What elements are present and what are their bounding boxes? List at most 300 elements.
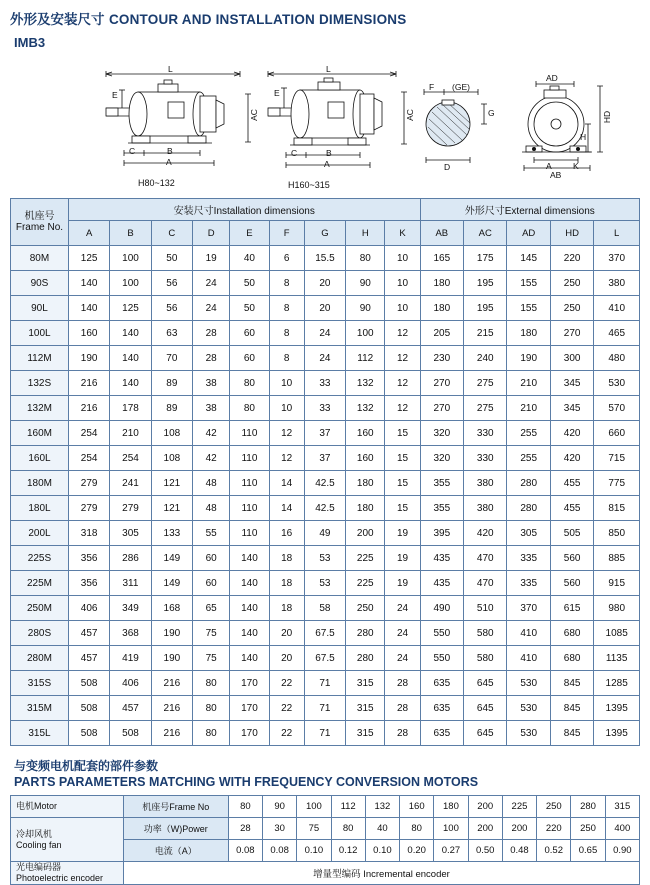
cell-F: 18: [269, 596, 304, 621]
cell-AC: 645: [464, 671, 507, 696]
cell-K: 15: [385, 496, 420, 521]
cell-frame-no: 160M: [11, 421, 69, 446]
cell-D: 75: [193, 646, 230, 671]
cell-L: 465: [594, 321, 640, 346]
label-HD: HD: [602, 110, 613, 124]
cell-F: 18: [269, 546, 304, 571]
cell-current: 0.20: [400, 840, 434, 862]
cell-AB: 490: [420, 596, 463, 621]
table-row: [11, 446, 640, 471]
label-E: E: [274, 88, 280, 98]
cell-AB: 230: [420, 346, 463, 371]
cell-B: 279: [110, 496, 151, 521]
cell-C: 70: [151, 346, 192, 371]
page-header: [0, 0, 650, 29]
cell-frame-no: 315S: [11, 671, 69, 696]
cell-AD: 335: [507, 571, 550, 596]
title-english: CONTOUR AND INSTALLATION DIMENSIONS: [108, 12, 407, 27]
label-B: B: [167, 146, 173, 156]
param-row-frame: [11, 796, 640, 818]
cell-H: 180: [346, 471, 385, 496]
cell-AB: 435: [420, 571, 463, 596]
cell-F: 10: [269, 371, 304, 396]
cell-F: 12: [269, 421, 304, 446]
col-F: F: [269, 221, 304, 246]
cell-HD: 845: [550, 671, 593, 696]
table-row: [11, 721, 640, 746]
table-row: [11, 321, 640, 346]
cell-G: 37: [304, 421, 345, 446]
cell-frame-no: 280M: [11, 646, 69, 671]
cell-B: 140: [110, 371, 151, 396]
cell-encoder-type: 增量型编码 Incremental encoder: [123, 862, 639, 885]
col-G: G: [304, 221, 345, 246]
cell-AB: 635: [420, 721, 463, 746]
cell-AD: 255: [507, 421, 550, 446]
cell-frame-225: 225: [502, 796, 536, 818]
cell-AC: 195: [464, 296, 507, 321]
cell-L: 370: [594, 246, 640, 271]
caption-small-frame: H80~132: [138, 178, 175, 188]
cell-AD: 530: [507, 671, 550, 696]
cell-F: 20: [269, 646, 304, 671]
cell-AB: 270: [420, 396, 463, 421]
cell-A: 160: [68, 321, 109, 346]
label-AB: AB: [550, 170, 562, 180]
cell-frame-250: 250: [537, 796, 571, 818]
cell-K: 10: [385, 246, 420, 271]
cell-AC: 470: [464, 571, 507, 596]
cell-K: 19: [385, 571, 420, 596]
cell-B: 419: [110, 646, 151, 671]
col-C: C: [151, 221, 192, 246]
cell-AC: 580: [464, 646, 507, 671]
cell-frame-180: 180: [434, 796, 468, 818]
cell-AD: 410: [507, 646, 550, 671]
cell-C: 121: [151, 496, 192, 521]
cell-frame-no: 112M: [11, 346, 69, 371]
cell-AC: 240: [464, 346, 507, 371]
cell-AB: 355: [420, 471, 463, 496]
cell-G: 15.5: [304, 246, 345, 271]
cell-D: 42: [193, 421, 230, 446]
cell-B: 305: [110, 521, 151, 546]
cell-H: 112: [346, 346, 385, 371]
cell-L: 480: [594, 346, 640, 371]
cell-G: 20: [304, 296, 345, 321]
cell-D: 38: [193, 371, 230, 396]
label-C: C: [129, 146, 136, 156]
header-external-dimensions: 外形尺寸External dimensions: [420, 199, 639, 221]
cell-D: 55: [193, 521, 230, 546]
label-encoder-cn: 光电编码器: [16, 862, 62, 872]
cell-current: 0.10: [365, 840, 399, 862]
table-row: [11, 471, 640, 496]
cell-L: 380: [594, 271, 640, 296]
cell-C: 56: [151, 296, 192, 321]
cell-A: 406: [68, 596, 109, 621]
label-power: 功率（W)Power: [123, 818, 228, 840]
cell-AD: 305: [507, 521, 550, 546]
cell-G: 33: [304, 371, 345, 396]
cell-L: 775: [594, 471, 640, 496]
cell-C: 190: [151, 621, 192, 646]
cell-G: 67.5: [304, 646, 345, 671]
cell-D: 60: [193, 546, 230, 571]
cell-B: 457: [110, 696, 151, 721]
cell-HD: 455: [550, 471, 593, 496]
cell-E: 110: [230, 496, 269, 521]
cell-AB: 180: [420, 271, 463, 296]
cell-E: 110: [230, 471, 269, 496]
cell-F: 18: [269, 571, 304, 596]
cell-E: 50: [230, 271, 269, 296]
cell-H: 225: [346, 571, 385, 596]
cell-H: 250: [346, 596, 385, 621]
cell-frame-no: 225M: [11, 571, 69, 596]
label-D: D: [444, 162, 451, 172]
cell-B: 140: [110, 321, 151, 346]
cell-AD: 210: [507, 396, 550, 421]
cell-F: 10: [269, 396, 304, 421]
cell-current: 0.50: [468, 840, 502, 862]
cell-power: 30: [262, 818, 296, 840]
cell-H: 160: [346, 446, 385, 471]
cell-AD: 280: [507, 496, 550, 521]
cell-power: 400: [605, 818, 639, 840]
header-frame-no-cn: 机座号: [24, 211, 55, 222]
cell-E: 140: [230, 596, 269, 621]
cell-L: 1395: [594, 721, 640, 746]
label-cooling-fan-en: Cooling fan: [16, 839, 62, 850]
table-row: [11, 296, 640, 321]
cell-H: 132: [346, 371, 385, 396]
cell-A: 216: [68, 371, 109, 396]
table-row: [11, 546, 640, 571]
param-row-encoder: [11, 862, 640, 885]
cell-K: 28: [385, 721, 420, 746]
col-D: D: [193, 221, 230, 246]
cell-AC: 330: [464, 446, 507, 471]
header-frame-no-en: Frame No.: [15, 222, 64, 233]
cell-frame-112: 112: [331, 796, 365, 818]
cell-F: 14: [269, 496, 304, 521]
cell-D: 80: [193, 721, 230, 746]
cell-AC: 580: [464, 621, 507, 646]
cell-G: 42.5: [304, 496, 345, 521]
cell-G: 71: [304, 721, 345, 746]
cell-C: 190: [151, 646, 192, 671]
cell-E: 60: [230, 346, 269, 371]
cell-L: 715: [594, 446, 640, 471]
cell-AD: 210: [507, 371, 550, 396]
label-C: C: [291, 148, 298, 158]
label-GE: (GE): [452, 82, 470, 92]
cell-D: 19: [193, 246, 230, 271]
cell-power: 40: [365, 818, 399, 840]
cell-C: 108: [151, 421, 192, 446]
cell-A: 457: [68, 621, 109, 646]
param-row-power: [11, 818, 640, 840]
table-row: [11, 696, 640, 721]
cell-frame-no: 132M: [11, 396, 69, 421]
table-row: [11, 521, 640, 546]
cell-L: 530: [594, 371, 640, 396]
cell-H: 80: [346, 246, 385, 271]
cell-HD: 345: [550, 371, 593, 396]
title-chinese: 外形及安装尺寸: [10, 12, 105, 27]
cell-HD: 250: [550, 296, 593, 321]
cell-C: 56: [151, 271, 192, 296]
cell-AD: 155: [507, 296, 550, 321]
cell-A: 254: [68, 421, 109, 446]
cell-AC: 380: [464, 471, 507, 496]
table-row: [11, 421, 640, 446]
cell-AC: 330: [464, 421, 507, 446]
cell-G: 33: [304, 396, 345, 421]
cell-K: 12: [385, 321, 420, 346]
cell-AC: 645: [464, 721, 507, 746]
cell-current: 0.27: [434, 840, 468, 862]
cell-frame-160: 160: [400, 796, 434, 818]
label-G: G: [488, 108, 495, 118]
table-row: [11, 596, 640, 621]
cell-HD: 345: [550, 396, 593, 421]
cell-frame-no: 90L: [11, 296, 69, 321]
cell-AC: 275: [464, 371, 507, 396]
cell-B: 508: [110, 721, 151, 746]
cell-A: 508: [68, 696, 109, 721]
cell-F: 12: [269, 446, 304, 471]
cell-AD: 410: [507, 621, 550, 646]
cell-A: 254: [68, 446, 109, 471]
cell-HD: 420: [550, 421, 593, 446]
cell-D: 48: [193, 471, 230, 496]
motor-front-view: [500, 62, 620, 180]
cell-K: 24: [385, 646, 420, 671]
cell-C: 89: [151, 371, 192, 396]
cell-AB: 355: [420, 496, 463, 521]
cell-E: 170: [230, 696, 269, 721]
cell-AD: 280: [507, 471, 550, 496]
cell-L: 1395: [594, 696, 640, 721]
cell-B: 100: [110, 271, 151, 296]
label-B: B: [326, 148, 332, 158]
cell-AB: 635: [420, 671, 463, 696]
section2-heading: [0, 746, 650, 790]
cell-C: 50: [151, 246, 192, 271]
cell-L: 815: [594, 496, 640, 521]
cell-frame-no: 132S: [11, 371, 69, 396]
cell-B: 178: [110, 396, 151, 421]
cell-F: 14: [269, 471, 304, 496]
section2-title-en: PARTS PARAMETERS MATCHING WITH FREQUENCY CONVERSION MOTORS: [14, 775, 479, 789]
cell-A: 508: [68, 671, 109, 696]
cell-L: 410: [594, 296, 640, 321]
label-frame-no: 机座号Frame No: [123, 796, 228, 818]
cell-A: 140: [68, 271, 109, 296]
cell-AB: 550: [420, 621, 463, 646]
cell-E: 140: [230, 621, 269, 646]
label-AD: AD: [546, 73, 558, 83]
cell-C: 216: [151, 721, 192, 746]
cell-B: 286: [110, 546, 151, 571]
cell-H: 160: [346, 421, 385, 446]
cell-AD: 180: [507, 321, 550, 346]
cell-C: 63: [151, 321, 192, 346]
cell-C: 216: [151, 671, 192, 696]
cell-frame-315: 315: [605, 796, 639, 818]
cell-B: 241: [110, 471, 151, 496]
cell-A: 508: [68, 721, 109, 746]
label-F: F: [429, 82, 435, 92]
cell-AB: 320: [420, 421, 463, 446]
cell-frame-no: 280S: [11, 621, 69, 646]
cell-HD: 560: [550, 571, 593, 596]
cell-AB: 205: [420, 321, 463, 346]
cell-frame-no: 180M: [11, 471, 69, 496]
cell-E: 170: [230, 671, 269, 696]
cell-K: 15: [385, 421, 420, 446]
cell-AB: 435: [420, 546, 463, 571]
drawing-area: [0, 52, 650, 192]
cell-A: 125: [68, 246, 109, 271]
cell-HD: 250: [550, 271, 593, 296]
cell-G: 67.5: [304, 621, 345, 646]
cell-power: 220: [537, 818, 571, 840]
cell-E: 110: [230, 521, 269, 546]
cell-AD: 335: [507, 546, 550, 571]
label-AC: AC: [248, 109, 259, 121]
col-E: E: [230, 221, 269, 246]
cell-E: 80: [230, 396, 269, 421]
cell-current: 0.52: [537, 840, 571, 862]
col-H: H: [346, 221, 385, 246]
cell-G: 20: [304, 271, 345, 296]
cell-AD: 530: [507, 696, 550, 721]
section2-title-cn: 与变频电机配套的部件参数: [14, 759, 159, 773]
col-AB: AB: [420, 221, 463, 246]
col-K: K: [385, 221, 420, 246]
cell-HD: 615: [550, 596, 593, 621]
label-H: H: [580, 132, 587, 142]
cell-K: 28: [385, 696, 420, 721]
cell-frame-no: 250M: [11, 596, 69, 621]
label-L: L: [326, 64, 331, 74]
cell-H: 90: [346, 271, 385, 296]
cell-H: 280: [346, 646, 385, 671]
cell-AB: 180: [420, 296, 463, 321]
table-row: [11, 246, 640, 271]
dimensions-table: [10, 198, 640, 746]
cell-AD: 255: [507, 446, 550, 471]
cell-E: 110: [230, 446, 269, 471]
cell-HD: 455: [550, 496, 593, 521]
cell-current: 0.90: [605, 840, 639, 862]
cell-frame-280: 280: [571, 796, 605, 818]
cell-G: 53: [304, 571, 345, 596]
cell-frame-no: 315M: [11, 696, 69, 721]
col-AD: AD: [507, 221, 550, 246]
cell-H: 315: [346, 721, 385, 746]
cell-AB: 270: [420, 371, 463, 396]
cell-current: 0.48: [502, 840, 536, 862]
cell-H: 132: [346, 396, 385, 421]
table-row: [11, 646, 640, 671]
cell-F: 22: [269, 721, 304, 746]
cell-K: 28: [385, 671, 420, 696]
cell-K: 24: [385, 596, 420, 621]
label-AC: AC: [404, 109, 415, 121]
cell-C: 149: [151, 571, 192, 596]
cell-D: 80: [193, 671, 230, 696]
cell-G: 24: [304, 346, 345, 371]
cell-frame-no: 90S: [11, 271, 69, 296]
cell-E: 170: [230, 721, 269, 746]
cell-D: 75: [193, 621, 230, 646]
header-installation-dimensions: 安装尺寸Installation dimensions: [68, 199, 420, 221]
cell-HD: 420: [550, 446, 593, 471]
cell-AB: 320: [420, 446, 463, 471]
cell-frame-no: 160L: [11, 446, 69, 471]
cell-power: 28: [228, 818, 262, 840]
cell-frame-no: 80M: [11, 246, 69, 271]
cell-power: 250: [571, 818, 605, 840]
cell-G: 53: [304, 546, 345, 571]
cell-HD: 220: [550, 246, 593, 271]
cell-D: 24: [193, 296, 230, 321]
cell-E: 60: [230, 321, 269, 346]
cell-AB: 635: [420, 696, 463, 721]
cell-frame-100: 100: [297, 796, 331, 818]
col-HD: HD: [550, 221, 593, 246]
cell-D: 24: [193, 271, 230, 296]
cell-power: 75: [297, 818, 331, 840]
cell-AC: 420: [464, 521, 507, 546]
table-row: [11, 621, 640, 646]
cell-power: 200: [502, 818, 536, 840]
cell-power: 200: [468, 818, 502, 840]
cell-D: 48: [193, 496, 230, 521]
cell-HD: 680: [550, 621, 593, 646]
cell-G: 58: [304, 596, 345, 621]
cell-D: 28: [193, 346, 230, 371]
label-current: 电流（A）: [123, 840, 228, 862]
cell-F: 8: [269, 346, 304, 371]
cell-E: 80: [230, 371, 269, 396]
cell-K: 12: [385, 396, 420, 421]
cell-AD: 370: [507, 596, 550, 621]
cell-current: 0.10: [297, 840, 331, 862]
cell-K: 19: [385, 546, 420, 571]
cell-G: 71: [304, 696, 345, 721]
cell-G: 37: [304, 446, 345, 471]
cell-F: 6: [269, 246, 304, 271]
cell-B: 254: [110, 446, 151, 471]
cell-AC: 470: [464, 546, 507, 571]
header-frame-no: [11, 199, 69, 246]
label-motor: 电机Motor: [11, 796, 124, 818]
cell-L: 915: [594, 571, 640, 596]
cell-G: 42.5: [304, 471, 345, 496]
cell-A: 190: [68, 346, 109, 371]
cell-B: 349: [110, 596, 151, 621]
cell-frame-80: 80: [228, 796, 262, 818]
table-row: [11, 496, 640, 521]
cell-K: 15: [385, 446, 420, 471]
cell-AC: 215: [464, 321, 507, 346]
cell-L: 885: [594, 546, 640, 571]
